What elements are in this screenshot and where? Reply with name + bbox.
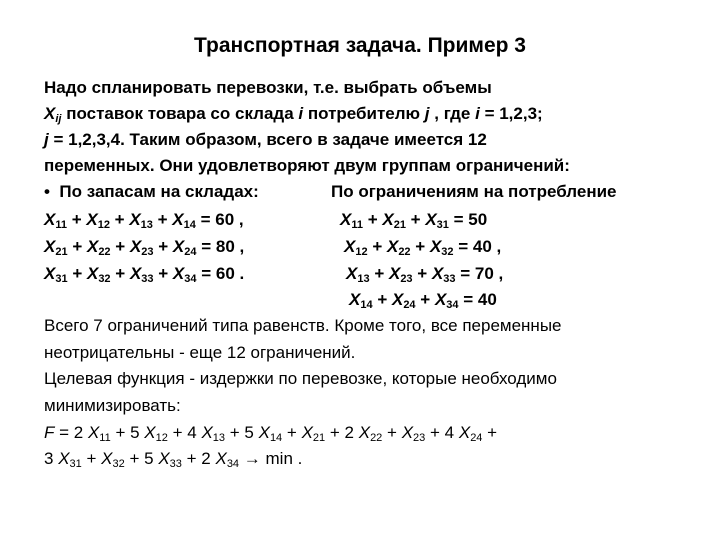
- supply-constraint: $X_{21} + X_{22} + X_{23} + X_{24} = 80$ ,: [44, 237, 245, 258]
- demand-heading: По ограничениям на потребление: [331, 182, 617, 201]
- variable-x: $X_{34}$: [434, 290, 459, 311]
- supply-heading: • По запасам на складах:: [44, 182, 259, 201]
- slide-title: Транспортная задача. Пример 3: [194, 34, 526, 57]
- constraint-rhs: = 60 .: [201, 264, 245, 283]
- objective-line-1: F = 2 $X_{11} + 5$ $X_{12} + 4$ $X_{13} + 5$ $X_{14} + X_{21} + 2$ $X_{22} + X_{23} + 4$ $X_{24}$ +: [44, 423, 498, 444]
- objective-symbol: F: [44, 423, 55, 442]
- constraint-rhs: = 40: [463, 290, 497, 309]
- variable-x: $X_{33}$: [431, 264, 456, 285]
- intro-line-1: Надо спланировать перевозки, т.е. выбрать объемы: [44, 78, 492, 97]
- demand-constraint: $X_{13} + X_{23} + X_{33} = 70$ ,: [346, 264, 504, 285]
- variable-x: $X_{22}$: [386, 237, 411, 258]
- variable-x: $X_{24}$: [172, 237, 197, 258]
- variable-x: $X_{21}$: [382, 210, 406, 231]
- supply-constraint: $X_{11} + X_{12} + X_{13} + X_{14} = 60$ ,: [44, 210, 244, 231]
- variable-x: $X_{23}$: [401, 423, 426, 444]
- variable-x: $X_{13}$: [201, 423, 226, 444]
- variable-x: $X_{12}$: [144, 423, 168, 444]
- demand-constraint: $X_{14} + X_{24} + X_{34} = 40$: [349, 290, 497, 311]
- demand-constraint: $X_{12} + X_{22} + X_{32} = 40$ ,: [344, 237, 502, 258]
- variable-x: X: [44, 104, 56, 123]
- constraint-rhs: = 50: [453, 210, 488, 229]
- variable-x: $X_{22}$: [86, 237, 111, 258]
- variable-x: $X_{12}$: [86, 210, 110, 231]
- objective-line-2: 3 $X_{31} + X_{32} + 5$ $X_{33} + 2$ $X_{34} \to \min$ .: [44, 449, 303, 470]
- bullet-icon: •: [44, 182, 50, 201]
- constraint-rhs: = 60 ,: [200, 210, 244, 229]
- variable-x: $X_{32}$: [429, 237, 454, 258]
- variable-x: $X_{12}$: [344, 237, 368, 258]
- intro-line-3: j = 1,2,3,4. Таким образом, всего в задаче имеется 12: [44, 130, 487, 149]
- constraint-rhs: = 40 ,: [458, 237, 502, 256]
- variable-x: $X_{31}$: [58, 449, 82, 470]
- text-line-3: Целевая функция - издержки по перевозке, которые необходимо: [44, 369, 557, 388]
- variable-x: $X_{23}$: [388, 264, 413, 285]
- variable-x: $X_{14}$: [258, 423, 283, 444]
- text-line-2: неотрицательны - еще 12 ограничений.: [44, 343, 356, 362]
- constraint-rhs: = 80 ,: [201, 237, 245, 256]
- constraint-rhs: = 70 ,: [460, 264, 504, 283]
- intro-line-2: $X_{ij}$ поставок товара со склада i потребителю j , где i = 1,2,3;: [44, 104, 543, 125]
- supply-constraint: $X_{31} + X_{32} + X_{33} + X_{34} = 60$ .: [44, 264, 245, 285]
- variable-x: $X_{14}$: [172, 210, 196, 231]
- intro-line-4: переменных. Они удовлетворяют двум группам ограничений:: [44, 156, 570, 175]
- variable-x: $X_{22}$: [358, 423, 383, 444]
- text-line-1: Всего 7 ограничений типа равенств. Кроме того, все переменные: [44, 316, 562, 335]
- variable-x: $X_{34}$: [172, 264, 197, 285]
- variable-x: $X_{21}$: [301, 423, 326, 444]
- variable-x: $X_{11}$: [340, 210, 363, 231]
- variable-x: $X_{14}$: [349, 290, 373, 311]
- variable-x: $X_{24}$: [458, 423, 483, 444]
- variable-x: $X_{31}$: [44, 264, 68, 285]
- variable-x: $X_{21}$: [44, 237, 68, 258]
- variable-x: $X_{33}$: [158, 449, 182, 470]
- variable-x: $X_{11}$: [87, 423, 111, 444]
- variable-x: $X_{11}$: [44, 210, 67, 231]
- variable-x: $X_{24}$: [391, 290, 416, 311]
- variable-x: $X_{34}$: [215, 449, 240, 470]
- demand-constraint: $X_{11} + X_{21} + X_{31} = 50$: [340, 210, 488, 231]
- variable-x: $X_{23}$: [129, 237, 154, 258]
- variable-x: $X_{33}$: [129, 264, 154, 285]
- text-line-4: минимизировать:: [44, 396, 181, 415]
- variable-x: $X_{32}$: [86, 264, 111, 285]
- variable-x: $X_{13}$: [346, 264, 370, 285]
- variable-x: $X_{13}$: [129, 210, 153, 231]
- variable-x: $X_{31}$: [425, 210, 449, 231]
- variable-x: $X_{32}$: [101, 449, 125, 470]
